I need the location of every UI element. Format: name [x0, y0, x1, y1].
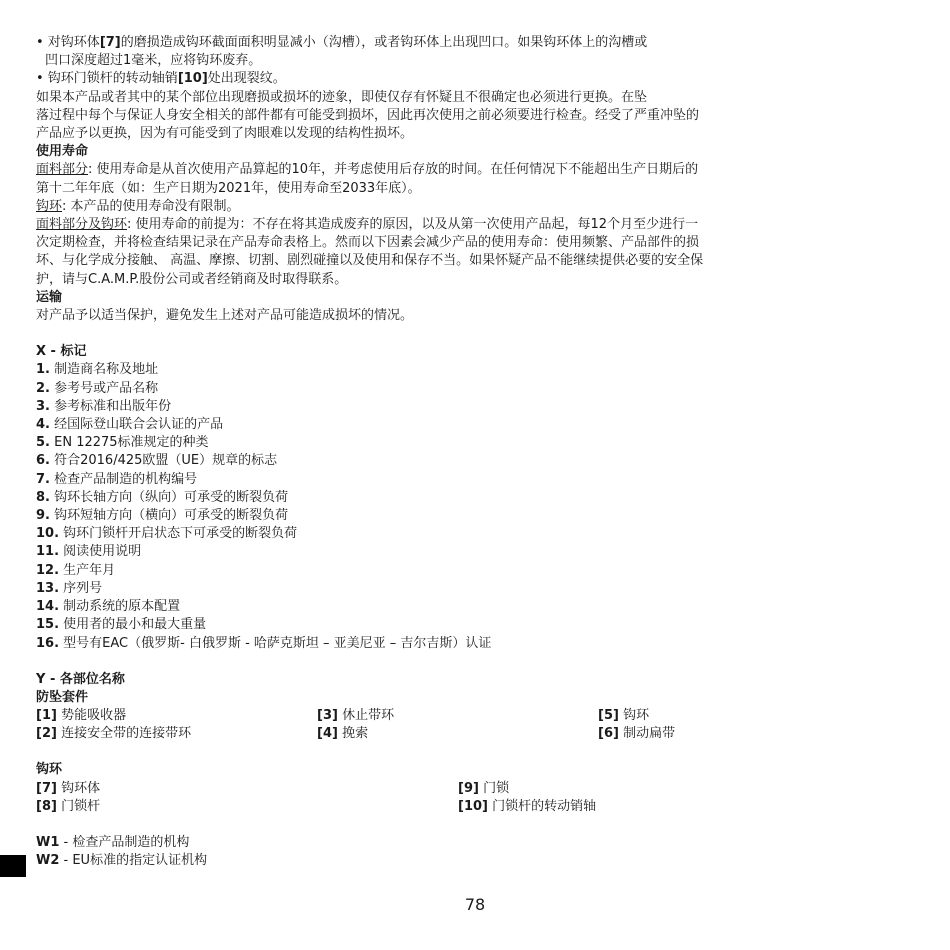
marking-item: 12. 生产年月: [36, 562, 116, 578]
lifespan-fabric-cont: 第十二年年底（如：生产日期为2021年，使用寿命至2033年底）。: [36, 180, 421, 196]
paragraph-line: 护，请与C.A.M.P.股份公司或者经销商及时取得联系。: [36, 271, 348, 287]
marking-item: 14. 制动系统的原本配置: [36, 599, 181, 615]
section-tab-marker: [0, 855, 26, 877]
marking-item: 1. 制造商名称及地址: [36, 362, 159, 378]
kit-row: [36, 707, 866, 725]
part-ref: [10]: [177, 71, 208, 87]
marking-item: 2. 参考号或产品名称: [36, 380, 159, 396]
marking-item: 3. 参考标准和出版年份: [36, 398, 172, 414]
transport-heading: 运输: [36, 289, 63, 305]
part-item: [4] 挽索: [317, 726, 369, 742]
fabric-label: 面料部分: [36, 162, 89, 178]
lifespan-fabric: [36, 161, 866, 179]
paragraph-line: 坏、与化学成分接触、 高温、摩擦、切割、剧烈碰撞以及使用和保存不当。如果怀疑产品不能继续提供必要的安全保: [36, 253, 704, 269]
markings-list: [36, 361, 866, 652]
part-item: [10] 门锁杆的转动销轴: [458, 798, 597, 814]
marking-item: 4. 经国际登山联合会认证的产品: [36, 417, 224, 433]
part-item: [6] 制动扁带: [598, 726, 676, 742]
paragraph-line: 落过程中每个与保证人身安全相关的部件都有可能受到损坏，因此再次使用之前必须要进行检查。经受了严重冲坠的: [36, 107, 700, 123]
page-content: [36, 34, 866, 870]
bullet-text: • 对钩环体: [36, 35, 100, 50]
bullet-text: 处出现裂纹。: [207, 71, 286, 87]
fabric-text: : 使用寿命是从首次使用产品算起的10年，并考虑使用后存放的时间。在任何情况下不能超出生产日期后的: [88, 162, 699, 178]
both-label: 面料部分及钩环: [36, 217, 128, 233]
markings-heading: X - 标记: [36, 344, 87, 360]
bullet-crack: [36, 70, 866, 88]
kit-heading: 防坠套件: [36, 689, 89, 705]
bullet-text: 的磨损造成钩环截面面积明显减小（沟槽），或者钩环体上出现凹口。如果钩环体上的沟槽或: [120, 35, 648, 50]
marking-item: 10. 钩环门锁杆开启状态下可承受的断裂负荷: [36, 526, 298, 542]
lifespan-both: [36, 216, 866, 234]
marking-item: 5. EN 12275标准规定的种类: [36, 435, 209, 451]
marking-item: 9. 钩环短轴方向（横向）可承受的断裂负荷: [36, 508, 289, 524]
bullet-scratch-cont: 凹口深度超过1毫米，应将钩环废弃。: [45, 53, 262, 69]
hook-row: [36, 798, 866, 816]
bullet-scratch: [36, 34, 866, 52]
paragraph-line: 产品应予以更换，因为有可能受到了肉眼难以发现的结构性损坏。: [36, 126, 414, 142]
page-number: 78: [464, 895, 486, 914]
paragraph-line: 次定期检查，并将检查结果记录在产品寿命表格上。然而以下因素会减少产品的使用寿命：使用频繁、产品部件的损: [36, 235, 700, 251]
body-item: W1 - 检查产品制造的机构: [36, 835, 190, 851]
body-item: W2 - EU标准的指定认证机构: [36, 853, 208, 869]
part-item: [2] 连接安全带的连接带环: [36, 726, 192, 742]
lifespan-hook: [36, 198, 866, 216]
marking-item: 16. 型号有EAC（俄罗斯- 白俄罗斯 - 哈萨克斯坦 – 亚美尼亚 – 吉尔吉斯）认证: [36, 635, 492, 651]
parts-heading: Y - 各部位名称: [36, 671, 125, 687]
marking-item: 7. 检查产品制造的机构编号: [36, 471, 198, 487]
hook-heading: 钩环: [36, 762, 63, 778]
hook-text: : 本产品的使用寿命没有限制。: [62, 198, 240, 214]
part-item: [9] 门锁: [458, 780, 510, 796]
marking-item: 15. 使用者的最小和最大重量: [36, 617, 207, 633]
hook-label: 钩环: [36, 198, 63, 214]
marking-item: 6. 符合2016/425欧盟（UE）规章的标志: [36, 453, 278, 469]
bullet-text: • 钩环门锁杆的转动轴销: [36, 71, 178, 87]
paragraph-line: 如果本产品或者其中的某个部位出现磨损或损坏的迹象，即使仅存有怀疑且不很确定也必须进行更换。在坠: [36, 89, 648, 105]
part-item: [1] 势能吸收器: [36, 708, 127, 724]
part-item: [8] 门锁杆: [36, 798, 101, 814]
part-item: [5] 钩环: [598, 708, 650, 724]
lifespan-heading: 使用寿命: [36, 144, 89, 160]
part-item: [7] 钩环体: [36, 780, 101, 796]
part-item: [3] 休止带环: [317, 708, 395, 724]
marking-item: 11. 阅读使用说明: [36, 544, 142, 560]
both-text: : 使用寿命的前提为：不存在将其造成废弃的原因，以及从第一次使用产品起，每12个月至少进行一: [127, 217, 699, 233]
transport-text: 对产品予以适当保护，避免发生上述对产品可能造成损坏的情况。: [36, 308, 414, 324]
marking-item: 8. 钩环长轴方向（纵向）可承受的断裂负荷: [36, 489, 289, 505]
marking-item: 13. 序列号: [36, 580, 103, 596]
part-ref: [7]: [99, 35, 121, 50]
hook-row: [36, 780, 866, 798]
kit-row: [36, 725, 866, 743]
